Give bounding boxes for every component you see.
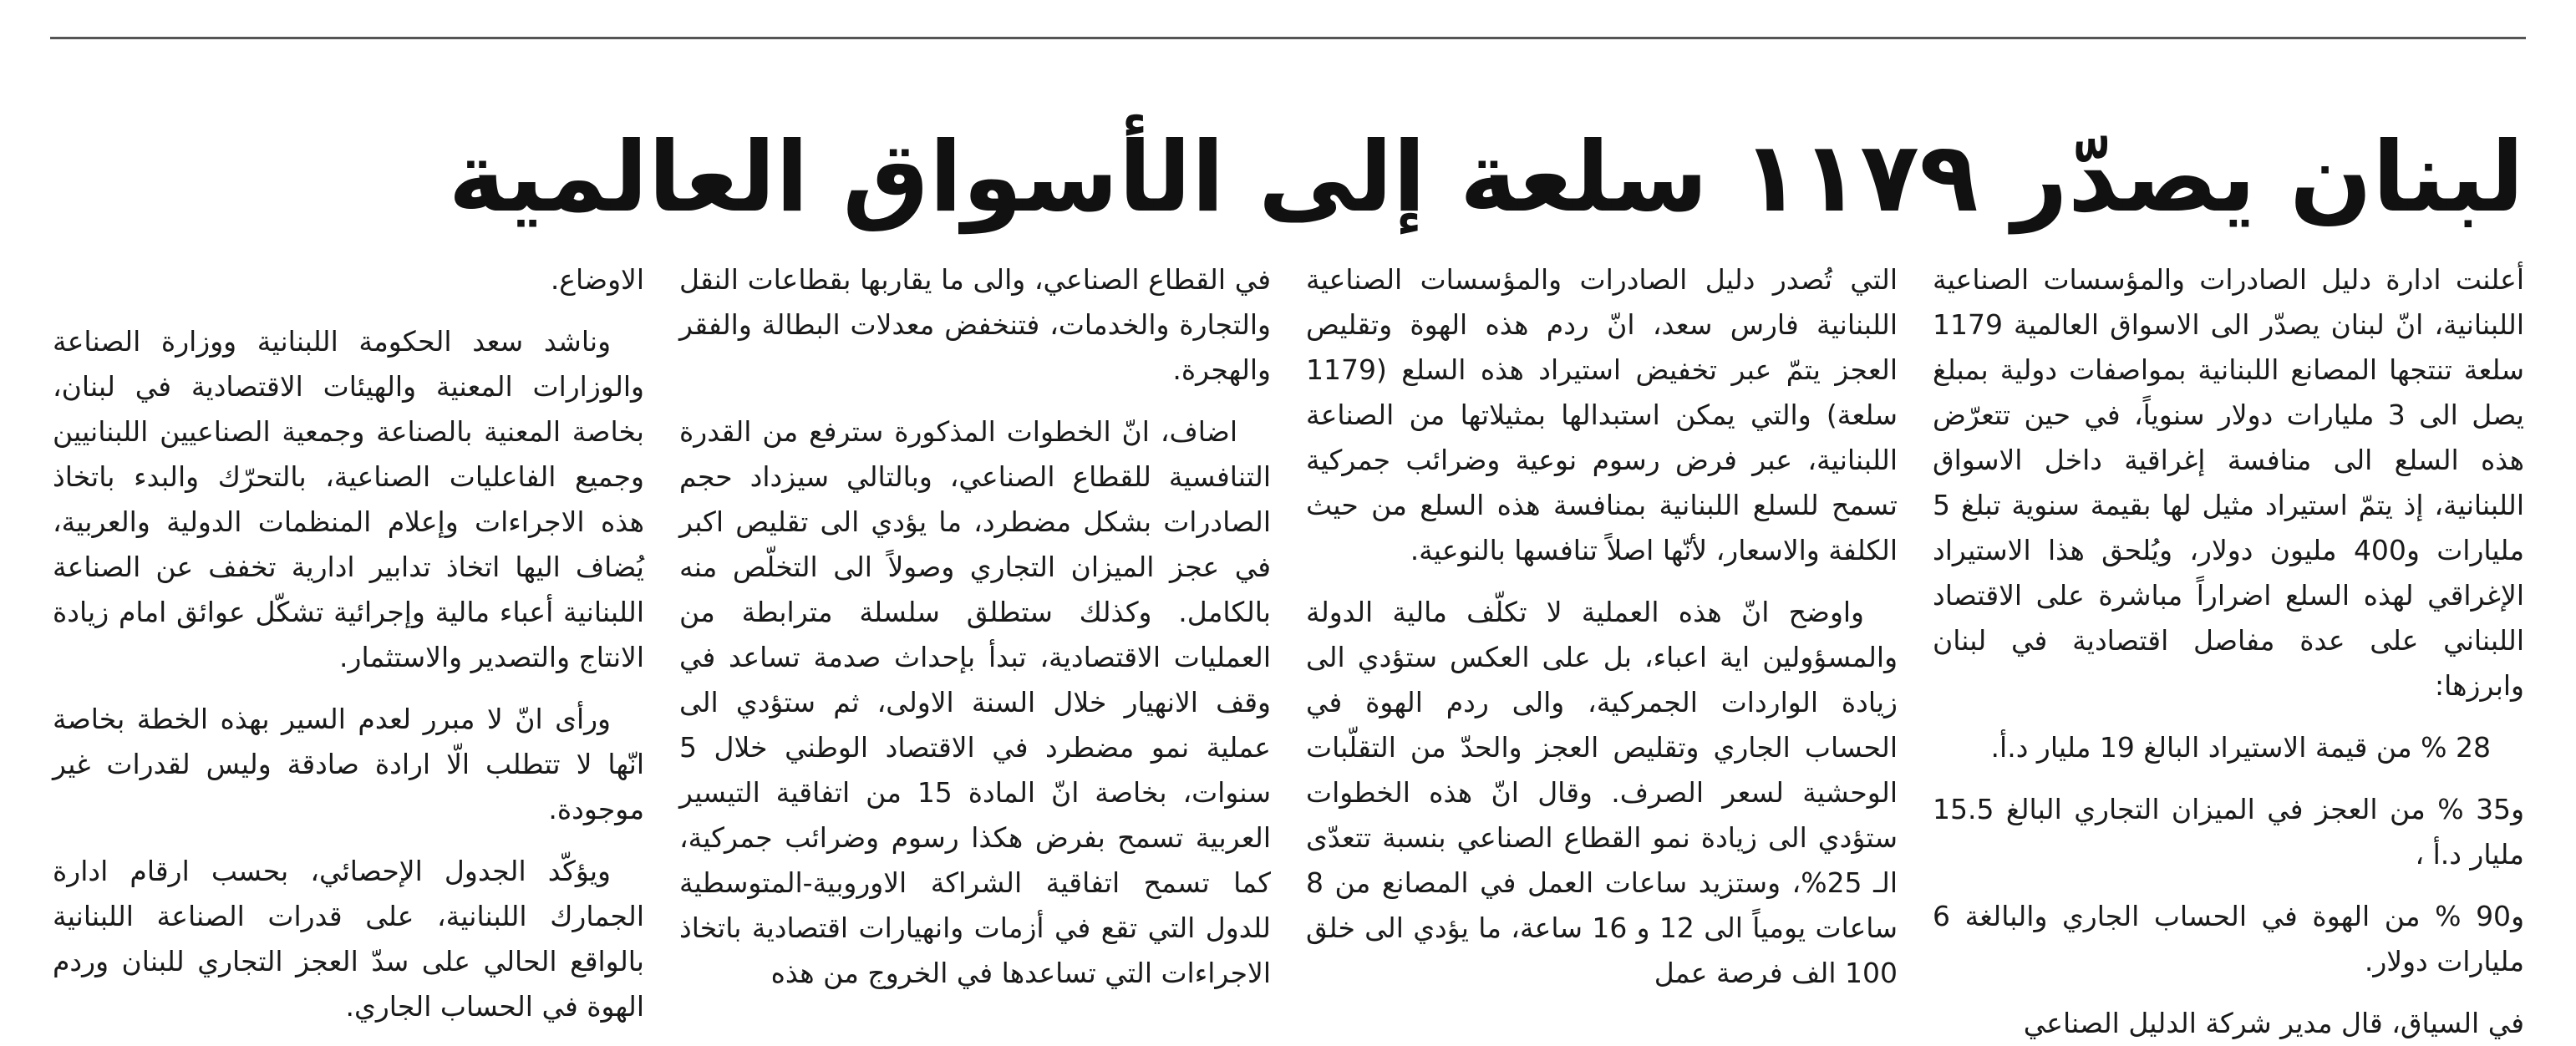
paragraph: 28 % من قيمة الاستيراد البالغ 19 مليار د.أ. bbox=[1990, 731, 2491, 764]
column-3 bbox=[679, 257, 1271, 1009]
article-body bbox=[53, 257, 2524, 1039]
paragraph: التي تُصدر دليل الصادرات والمؤسسات الصناعية اللبنانية فارس سعد، انّ ردم هذه الهوة وتقليص العجز يتمّ عبر تخفيض استيراد هذه السلع (1179 سلعة) والتي يمكن استبدالها بمثيلاتها من الصناعة اللبنانية، عبر فرض رسوم نوعية وضرائب جمركية تسمح للسلع اللبنانية بمنافسة هذه السلع من حيث الكلفة والاسعار، لأنّها اصلاً تنافسها بالنوعية. bbox=[1306, 263, 1898, 566]
paragraph: أعلنت ادارة دليل الصادرات والمؤسسات الصناعية اللبنانية، انّ لبنان يصدّر الى الاسواق العالمية 1179 سلعة تنتجها المصانع اللبنانية بمواصفات دولية بمبلغ يصل الى 3 مليارات دولار سنوياً، في حين تتعرّض هذه السلع الى منافسة إغراقية داخل الاسواق اللبنانية، إذ يتمّ استيراد مثيل لها بقيمة سنوية تبلغ 5 مليارات و400 مليون دولار، ويُلحق هذا الاستيراد الإغراقي لهذه السلع اضراراً مباشرة على الاقتصاد اللبناني على عدة مفاصل اقتصادية في لبنان وابرزها: bbox=[1933, 263, 2524, 702]
paragraph: ورأى انّ لا مبرر لعدم السير بهذه الخطة بخاصة انّها لا تتطلب الّا ارادة صادقة وليس لقدرات غير موجودة. bbox=[53, 703, 644, 825]
paragraph: في القطاع الصناعي، والى ما يقاربها بقطاعات النقل والتجارة والخدمات، فتنخفض معدلات البطالة والفقر والهجرة. bbox=[679, 263, 1271, 386]
column-4 bbox=[53, 257, 644, 1023]
column-2 bbox=[1306, 257, 1898, 1009]
paragraph: و90 % من الهوة في الحساب الجاري والبالغة 6 مليارات دولار. bbox=[1933, 900, 2524, 977]
paragraph: اضاف، انّ الخطوات المذكورة سترفع من القدرة التنافسية للقطاع الصناعي، وبالتالي سيزداد حجم الصادرات بشكل مضطرد، ما يؤدي الى تقليص اكبر في عجز الميزان التجاري وصولاً الى التخلّص منه بالكامل. وكذلك ستطلق سلسلة مترابطة من العمليات الاقتصادية، تبدأ بإحداث صدمة تساعد في وقف الانهيار خلال السنة الاولى، ثم ستؤدي الى عملية نمو مضطرد في الاقتصاد الوطني خلال 5 سنوات، بخاصة انّ المادة 15 من اتفاقية التيسير العربية تسمح بفرض هكذا رسوم وضرائب جمركية، كما تسمح اتفاقية الشراكة الاوروبية-المتوسطية للدول التي تقع في أزمات وانهيارات اقتصادية باتخاذ الاجراءات التي تساعدها في الخروج من هذه bbox=[679, 415, 1271, 989]
paragraph: وناشد سعد الحكومة اللبنانية ووزارة الصناعة والوزارات المعنية والهيئات الاقتصادية في لبنان، بخاصة المعنية بالصناعة وجمعية الصناعيين اللبنانيين وجميع الفاعليات الصناعية، بالتحرّك والبدء باتخاذ هذه الاجراءات وإعلام المنظمات الدولية والعربية، يُضاف اليها اتخاذ تدابير ادارية تخفف عن الصناعة اللبنانية أعباء مالية وإجرائية تشكّل عوائق امام زيادة الانتاج والتصدير والاستثمار. bbox=[53, 325, 644, 673]
paragraph: واوضح انّ هذه العملية لا تكلّف مالية الدولة والمسؤولين اية اعباء، بل على العكس ستؤدي الى زيادة الواردات الجمركية، والى ردم الهوة في الحساب الجاري وتقليص العجز والحدّ من التقلّبات الوحشية لسعر الصرف. وقال انّ هذه الخطوات ستؤدي الى زيادة نمو القطاع الصناعي بنسبة تتعدّى الـ 25%، وستزيد ساعات العمل في المصانع من 8 ساعات يومياً الى 12 و 16 ساعة، ما يؤدي الى خلق 100 الف فرصة عمل bbox=[1306, 596, 1898, 989]
paragraph: و35 % من العجز في الميزان التجاري البالغ 15.5 مليار د.أ ، bbox=[1933, 793, 2524, 871]
paragraph: الاوضاع. bbox=[550, 263, 644, 296]
paragraph: ويؤكّد الجدول الإحصائي، بحسب ارقام ادارة الجمارك اللبنانية، على قدرات الصناعة اللبنانية بالواقع الحالي على سدّ العجز التجاري للبنان وردم الهوة في الحساب الجاري. bbox=[53, 855, 644, 1023]
paragraph: في السياق، قال مدير شركة الدليل الصناعي bbox=[2023, 1007, 2524, 1039]
article-headline: لبنان يصدّر ١١٧٩ سلعة إلى الأسواق العالمية bbox=[448, 120, 2524, 234]
top-divider bbox=[50, 37, 2526, 39]
column-1 bbox=[1933, 257, 2524, 1039]
